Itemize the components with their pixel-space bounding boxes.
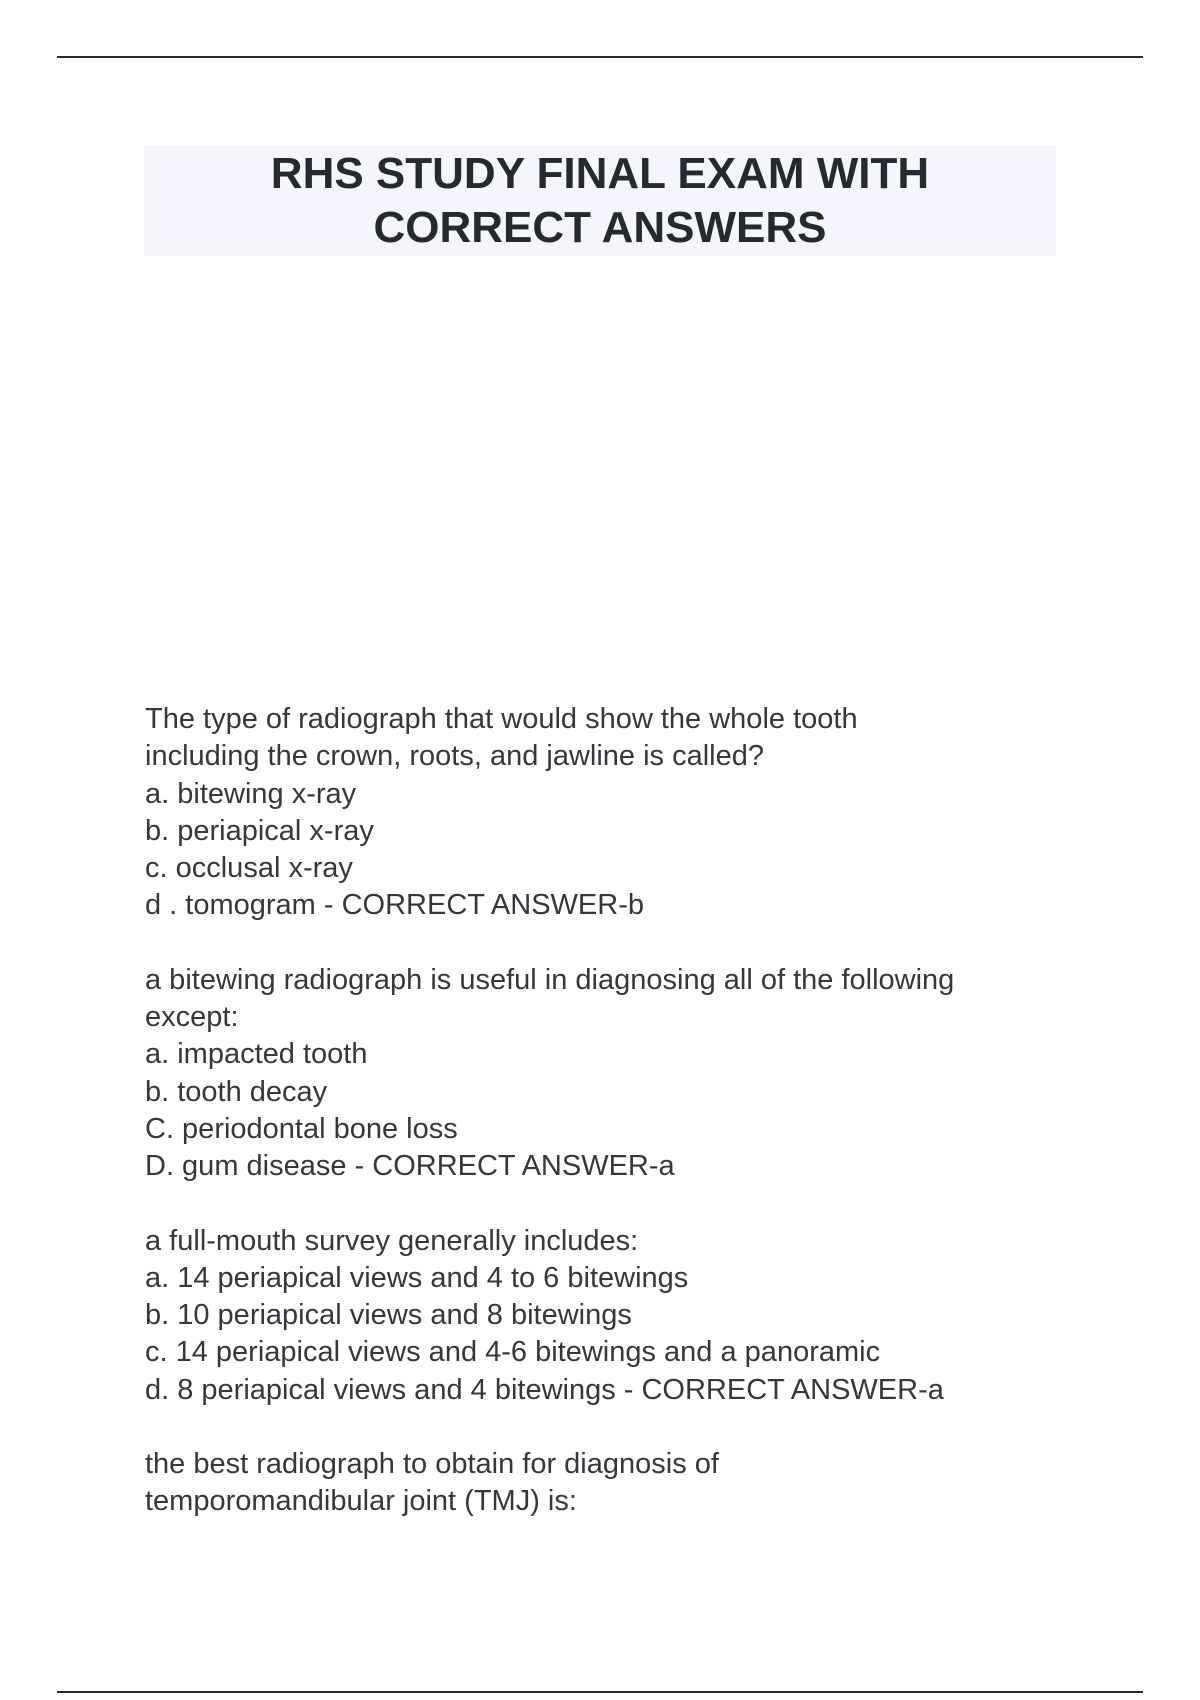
question-list (145, 701, 1065, 1558)
question-text: except: (145, 1001, 239, 1034)
answer-option: c. occlusal x-ray (145, 852, 353, 885)
title-line: RHS STUDY FINAL EXAM WITH (270, 149, 930, 198)
question-text: a full-mouth survey generally includes: (145, 1224, 639, 1257)
answer-option: C. periodontal bone loss (145, 1112, 458, 1145)
answer-option-with-correct-answer: d. 8 periapical views and 4 bitewings - CORRECT ANSWER-a (145, 1373, 944, 1406)
document-title (271, 147, 929, 255)
answer-option: b. 10 periapical views and 8 bitewings (145, 1299, 632, 1332)
answer-option: a. bitewing x-ray (145, 777, 357, 810)
question-text: the best radiograph to obtain for diagnosis of (145, 1448, 719, 1481)
answer-option-with-correct-answer: d . tomogram - CORRECT ANSWER-b (145, 889, 645, 922)
question-text: The type of radiograph that would show the whole tooth (145, 703, 858, 735)
answer-option: a. impacted tooth (145, 1038, 368, 1071)
question-block (145, 701, 1065, 925)
answer-option: b. tooth decay (145, 1075, 328, 1108)
answer-option: b. periapical x-ray (145, 814, 374, 847)
footer-rule (57, 1691, 1143, 1693)
answer-option-with-correct-answer: D. gum disease - CORRECT ANSWER-a (145, 1150, 675, 1183)
question-text: a bitewing radiograph is useful in diagnosing all of the following (145, 963, 955, 996)
title-banner (144, 146, 1056, 256)
title-line: CORRECT ANSWERS (373, 203, 827, 252)
answer-option: c. 14 periapical views and 4-6 bitewings and a panoramic (145, 1336, 881, 1369)
question-text: temporomandibular joint (TMJ) is: (145, 1485, 577, 1518)
question-block (145, 1223, 1065, 1409)
answer-option: a. 14 periapical views and 4 to 6 bitewings (145, 1261, 689, 1294)
question-block (145, 1446, 1065, 1521)
header-rule (57, 56, 1143, 58)
question-block (145, 962, 1065, 1186)
question-text: including the crown, roots, and jawline is called? (145, 740, 765, 773)
